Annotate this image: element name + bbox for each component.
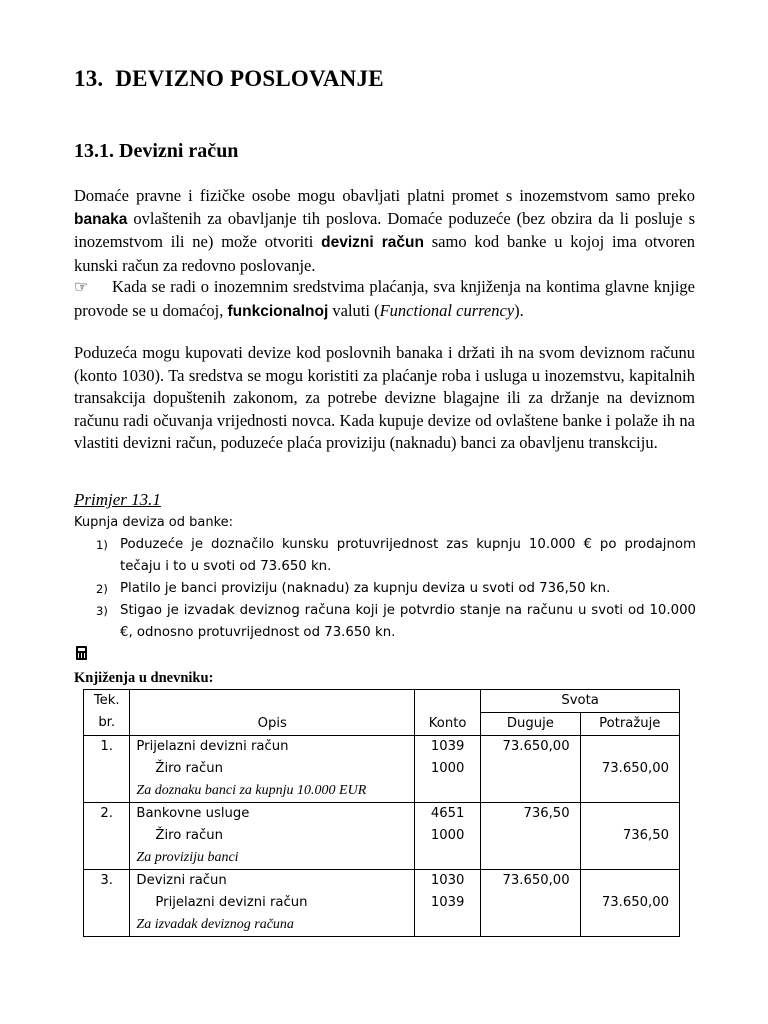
debit-description: Bankovne usluge [136, 806, 250, 821]
list-item [96, 534, 696, 578]
debit-account: 1030 [430, 873, 465, 888]
debit-amount: 736,50 [523, 806, 570, 821]
header-amount: Svota [481, 690, 680, 713]
entry-credit-cell [580, 803, 679, 870]
header-description-label: Opis [257, 716, 287, 731]
debit-description: Prijelazni devizni račun [136, 739, 289, 754]
entry-note: Za izvadak deviznog računa [136, 917, 294, 932]
debit-amount: 73.650,00 [502, 873, 570, 888]
table-row [84, 736, 680, 803]
para2-text-3: ). [514, 300, 524, 320]
currency-paragraph [74, 276, 695, 323]
example-title: Primjer 13.1 [74, 490, 161, 509]
credit-description: Žiro račun [155, 761, 223, 776]
chapter-title: DEVIZNO POSLOVANJE [115, 66, 384, 91]
credit-amount: 73.650,00 [601, 761, 669, 776]
list-item-text: Stigao je izvadak deviznog računa koji je potvrdio stanje na računu u svoti od 10.000 €, odnosno protuvrijednost od 73.650 kn. [120, 603, 696, 640]
entry-description-cell [130, 736, 415, 803]
example-intro: Kupnja deviza od banke: [74, 515, 234, 530]
list-item [96, 578, 696, 600]
journal-table [83, 689, 680, 937]
debit-account: 1039 [430, 739, 465, 754]
table-header-row [84, 690, 680, 713]
para1-text-3: samo kod banke u kojoj ima otvoren kunski račun za redovno poslovanje. [74, 232, 695, 275]
header-account [415, 690, 481, 736]
list-item [96, 600, 696, 644]
entry-credit-cell [580, 736, 679, 803]
table-row [84, 870, 680, 937]
intro-paragraph [74, 185, 695, 277]
entry-number: 1. [100, 739, 113, 754]
entry-number: 3. [100, 873, 113, 888]
credit-account: 1039 [430, 895, 465, 910]
debit-account: 4651 [430, 806, 465, 821]
entry-debit-cell [481, 870, 580, 937]
header-description [130, 690, 415, 736]
entry-account-cell [415, 736, 481, 803]
debit-amount: 73.650,00 [502, 739, 570, 754]
credit-description: Žiro račun [155, 828, 223, 843]
example-list [96, 534, 696, 644]
para2-bold-functional: funkcionalnoj [227, 302, 329, 320]
credit-amount: 73.650,00 [601, 895, 669, 910]
journal-body [84, 736, 680, 937]
entry-account-cell [415, 870, 481, 937]
para2-text-2: valuti ( [328, 300, 380, 320]
journal-title: Knjiženja u dnevniku: [74, 670, 214, 686]
list-item-number: 3) [96, 604, 108, 618]
credit-account: 1000 [430, 761, 465, 776]
header-account-label: Konto [428, 716, 467, 731]
list-item-text: Platilo je banci proviziju (naknadu) za kupnju deviza u svoti od 736,50 kn. [120, 581, 611, 596]
para1-text-1: Domaće pravne i fizičke osobe mogu obavljati platni promet s inozemstvom samo preko [74, 186, 695, 205]
header-br: br. [98, 715, 116, 730]
entry-description-cell [130, 870, 415, 937]
credit-amount: 736,50 [622, 828, 669, 843]
entry-credit-cell [580, 870, 679, 937]
entry-account-cell [415, 803, 481, 870]
header-tek: Tek. [93, 693, 120, 708]
entry-number-cell [84, 736, 130, 803]
debit-description: Devizni račun [136, 873, 227, 888]
para1-bold-banks: banaka [74, 210, 128, 228]
header-credit: Potražuje [580, 713, 679, 736]
entry-description-cell [130, 803, 415, 870]
header-entry-number [84, 690, 130, 736]
para2-italic-term: Functional currency [379, 300, 515, 320]
pointing-hand-icon: ☞ [74, 279, 89, 296]
chapter-number: 13. [74, 66, 104, 91]
table-row [84, 803, 680, 870]
para2-text-1: Kada se radi o inozemnim sredstvima plaćanja, sva knjiženja na kontima glavne knjige provode se u domaćoj, [74, 277, 695, 320]
section-heading: 13.1. Devizni račun [74, 140, 239, 162]
header-debit: Duguje [481, 713, 580, 736]
entry-note: Za proviziju banci [136, 850, 239, 865]
entry-debit-cell [481, 803, 580, 870]
list-item-text: Poduzeće je doznačilo kunsku protuvrijednost zas kupnju 10.000 € po prodajnom tečaju i to u svoti od 73.650 kn. [120, 537, 696, 574]
credit-account: 1000 [430, 828, 465, 843]
para1-text-2: ovlaštenih za obavljanje tih poslova. Domaće poduzeće (bez obzira da li posluje s inozemstvom ili ne) može otvoriti [74, 208, 695, 251]
purchase-paragraph: Poduzeća mogu kupovati devize kod poslovnih banaka i držati ih na svom deviznom računu (konto 1030). Ta sredstva se mogu koristiti za plaćanje roba i usluga u inozemstvu, kapitalnih transakcija dopuštenih zakonom, za potrebe devizne blagajne ili za držanje na deviznom računu radi očuvanja vrijednosti novca. Kada kupuje devize od ovlaštene banke i polaže ih na vlastiti devizni račun, poduzeće plaća proviziju (naknadu) banci za obavljenu transkciju. [74, 343, 695, 452]
entry-debit-cell [481, 736, 580, 803]
entry-note: Za doznaku banci za kupnju 10.000 EUR [136, 783, 367, 798]
para1-bold-account: devizni račun [321, 234, 424, 251]
list-item-number: 1) [96, 538, 108, 552]
entry-number-cell [84, 803, 130, 870]
entry-number: 2. [100, 806, 113, 821]
entry-number-cell [84, 870, 130, 937]
chapter-heading [74, 66, 384, 92]
credit-description: Prijelazni devizni račun [155, 895, 308, 910]
list-item-number: 2) [96, 582, 108, 596]
calculator-icon [76, 646, 87, 660]
